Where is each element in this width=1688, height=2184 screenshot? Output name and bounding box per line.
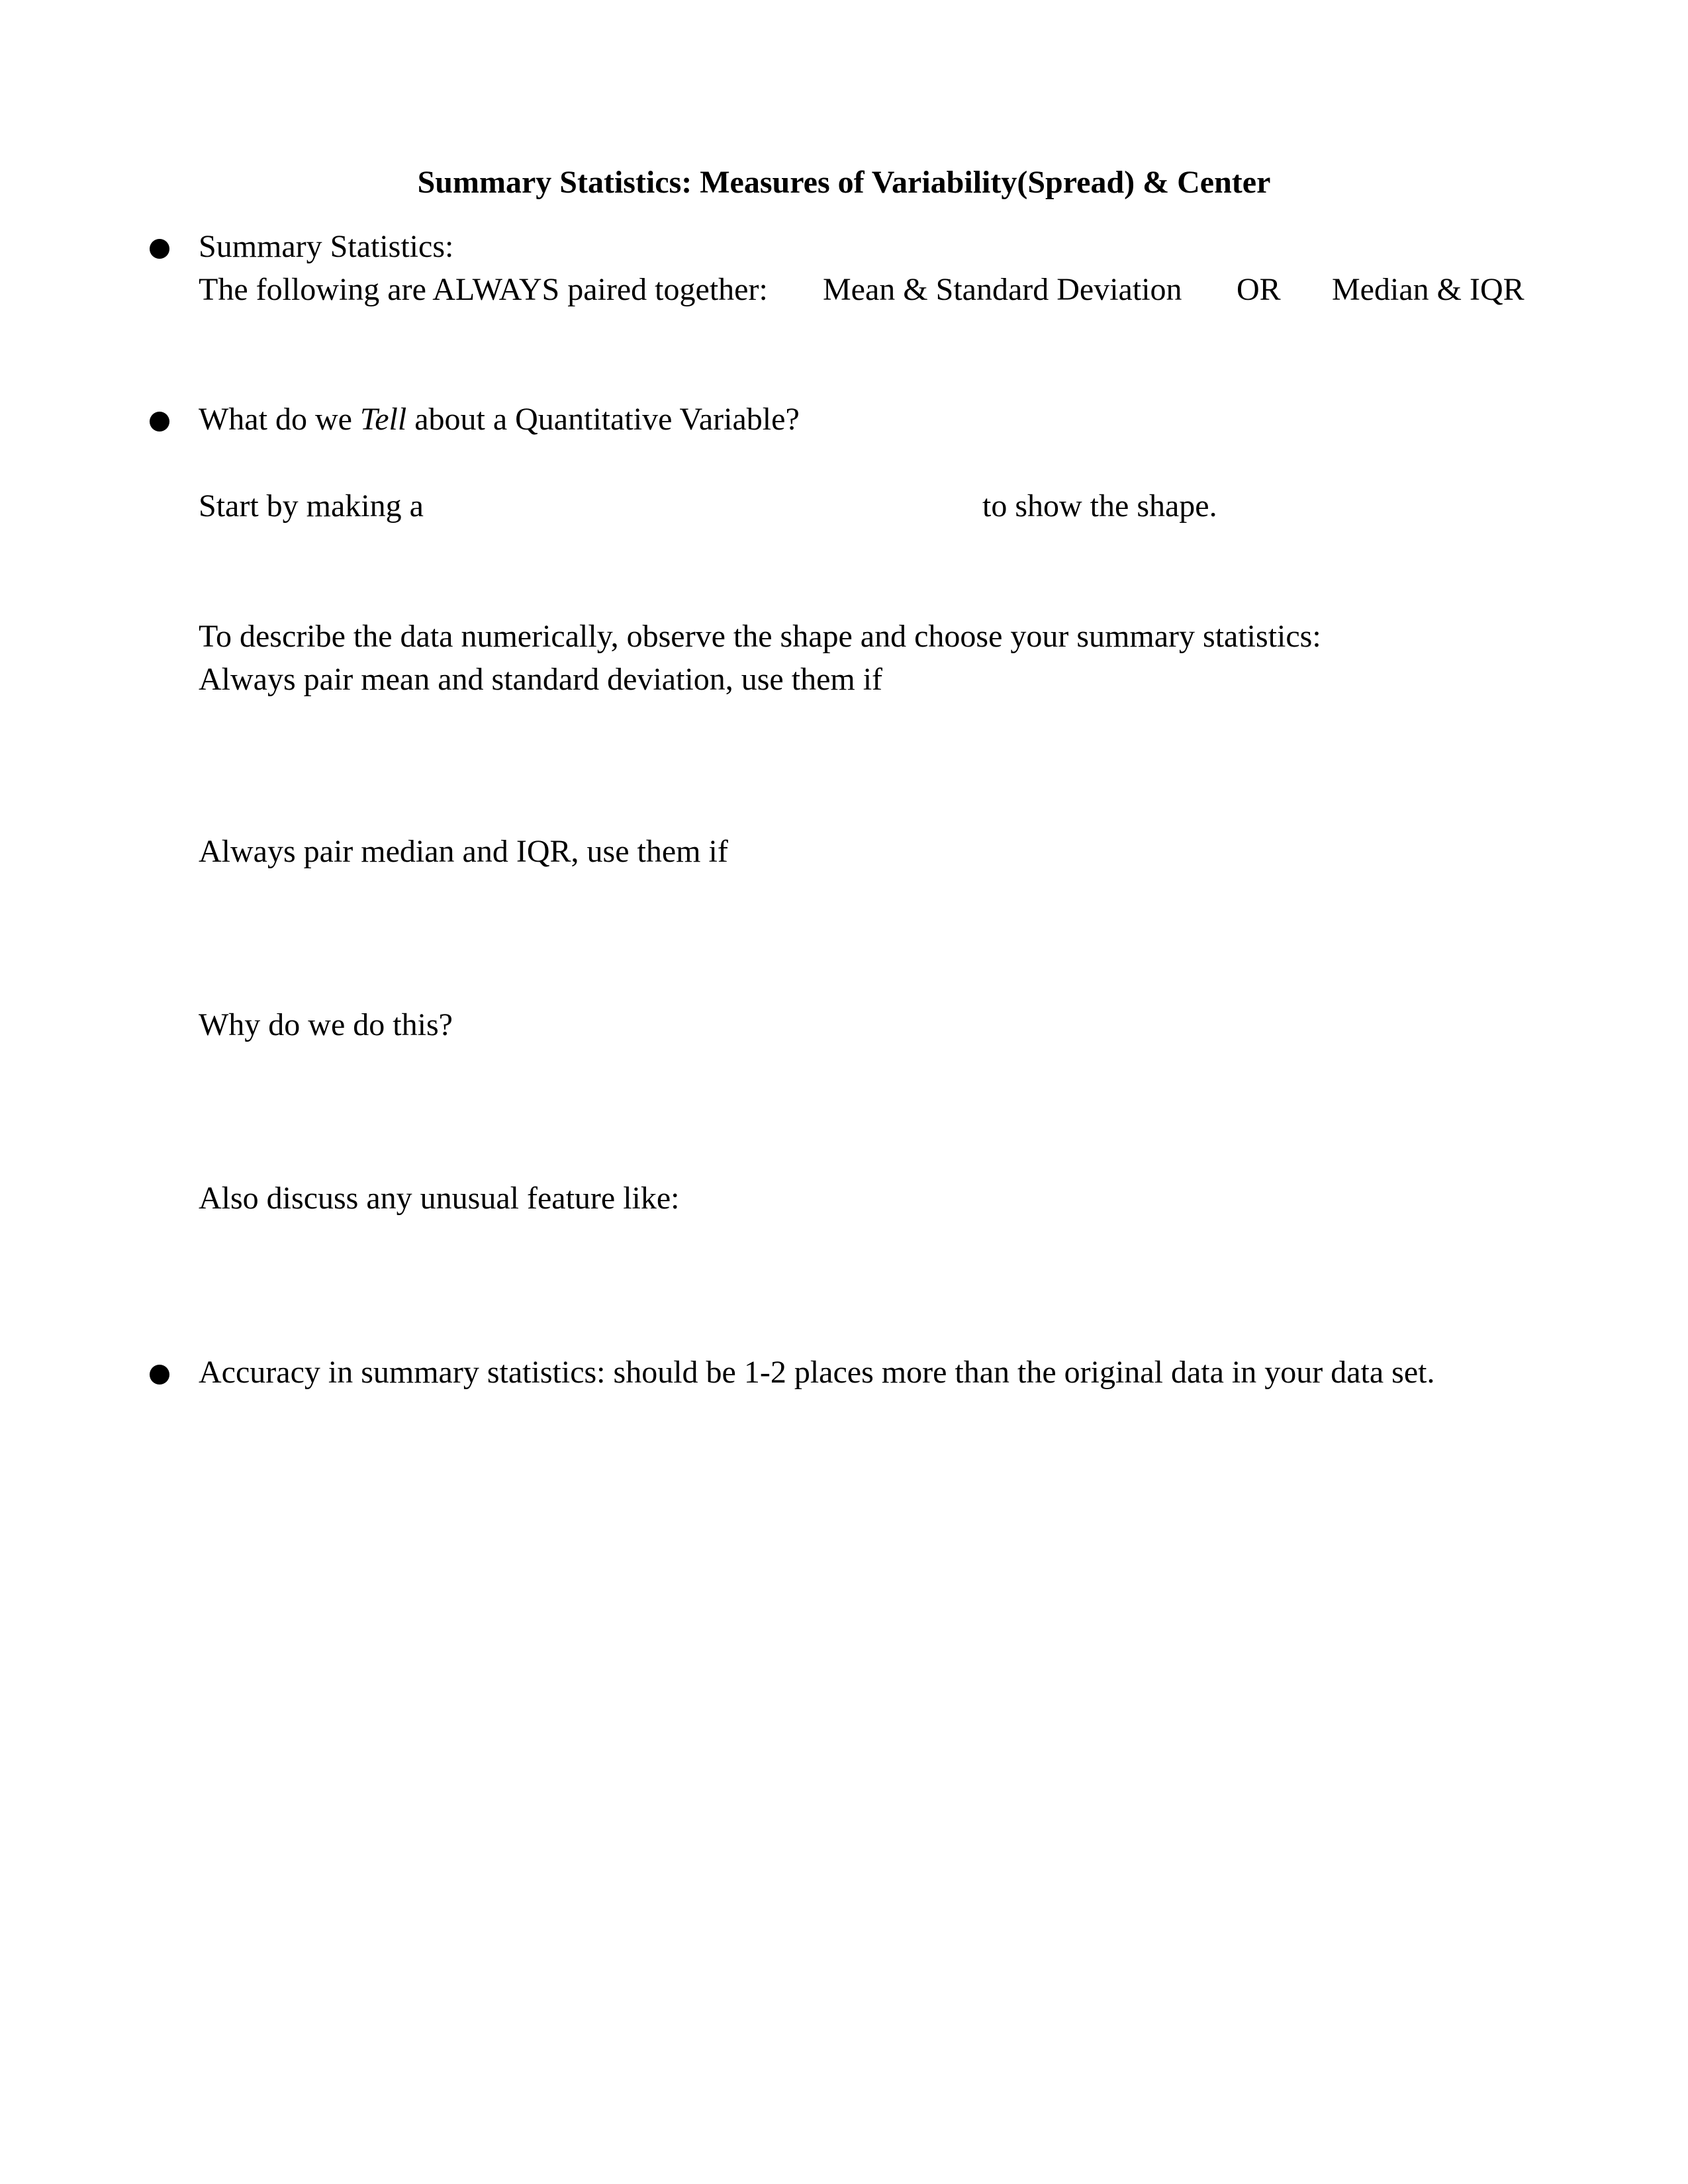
question-text-before: What do we bbox=[199, 402, 360, 437]
paired-lead-text: The following are ALWAYS paired together: bbox=[199, 272, 768, 307]
pair-median-iqr: Median & IQR bbox=[1332, 272, 1524, 307]
describe-numerically-text: To describe the data numerically, observe the shape and choose your summary statistics: bbox=[199, 619, 1321, 654]
accuracy-text: Accuracy in summary statistics: should be 1-2 places more than the original data in your data set. bbox=[199, 1355, 1435, 1390]
to-show-shape-text: to show the shape. bbox=[982, 488, 1217, 523]
median-iqr-condition-text: Always pair median and IQR, use them if bbox=[199, 834, 728, 869]
unusual-feature-text: Also discuss any unusual feature like: bbox=[199, 1181, 680, 1216]
pair-or: OR bbox=[1237, 272, 1281, 307]
bullet-icon bbox=[150, 1365, 169, 1385]
quantitative-variable-question bbox=[199, 404, 800, 435]
start-by-making-text: Start by making a bbox=[199, 488, 424, 523]
pair-mean-sd: Mean & Standard Deviation bbox=[823, 272, 1182, 307]
bullet-icon bbox=[150, 239, 169, 259]
question-text-italic: Tell bbox=[359, 402, 407, 437]
bullet-icon bbox=[150, 412, 169, 432]
question-text-after: about a Quantitative Variable? bbox=[406, 402, 800, 437]
page-title: Summary Statistics: Measures of Variability(Spread) & Center bbox=[417, 165, 1271, 200]
mean-sd-condition-text: Always pair mean and standard deviation, use them if bbox=[199, 662, 883, 697]
why-question-text: Why do we do this? bbox=[199, 1007, 453, 1042]
summary-statistics-heading: Summary Statistics: bbox=[199, 229, 454, 264]
